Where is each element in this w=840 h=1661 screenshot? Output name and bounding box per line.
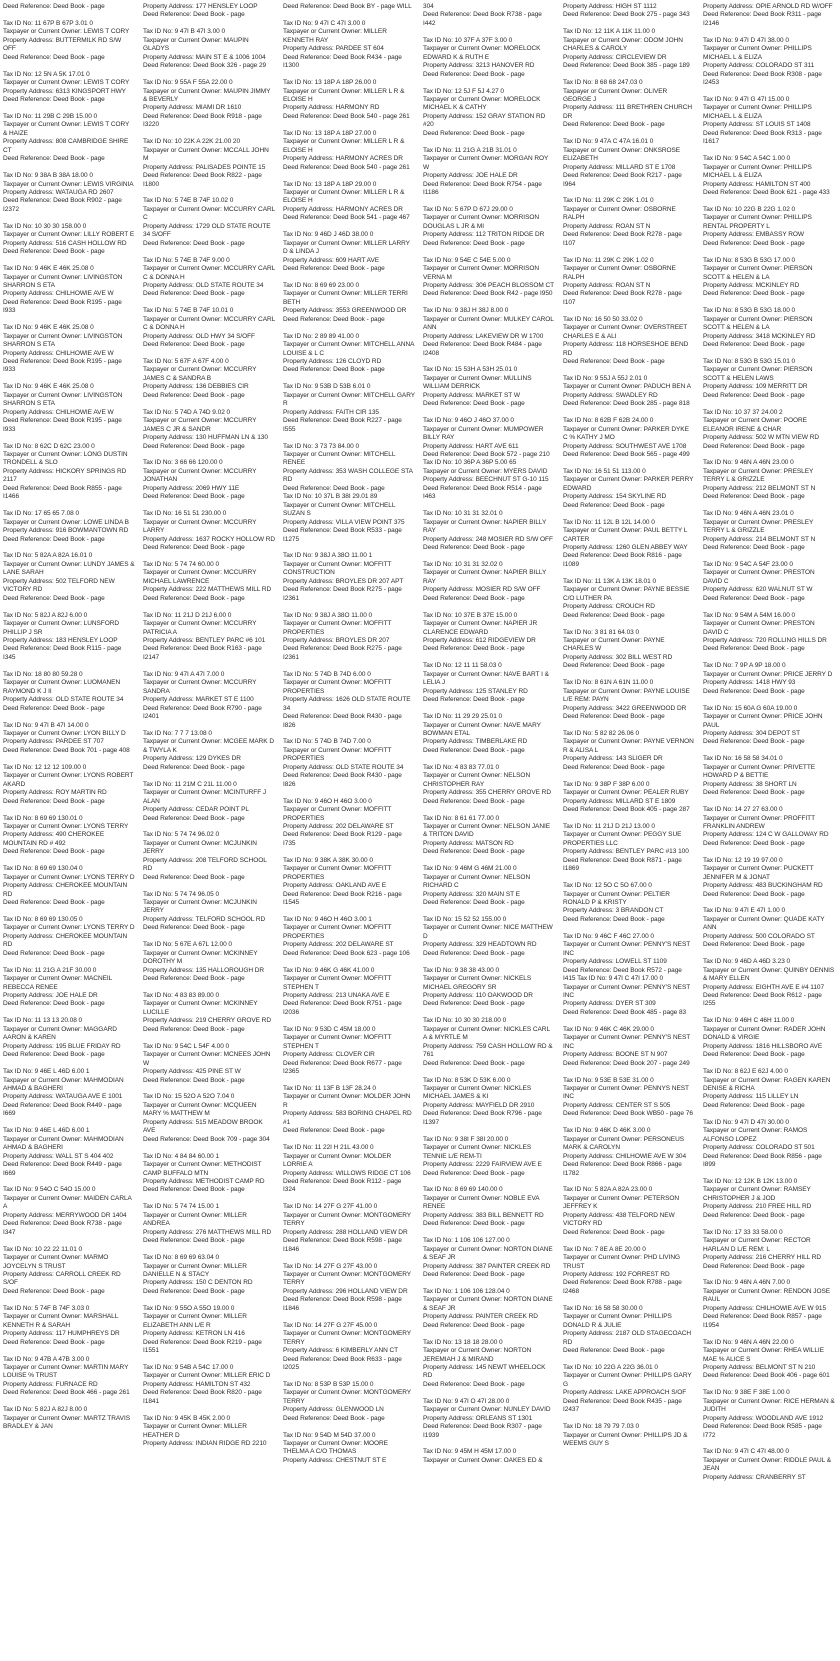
record-column-2: Property Address: 177 HENSLEY LOOP Deed Reference: Deed Book - page Tax ID No: 9 47I B 47I 3.00 0 Taxpayer or Current Owner: MAUPIN GLADYS Property Address: MAIN ST E & 1006 1004 Deed Reference: Deed Book 326 - page 29 Tax ID No: 9 55A F 55A 22.00 0 Taxpayer or Current Owner: MAUPIN JIMMY & BEVERLY Property Address: MIAMI DR 1610 Deed Reference: Deed Book R918 - page I3220 Tax ID No: 10 22K A 22K 21.00 20 Taxpayer or Current Owner: MCCALL JOHN M Property Address: PALISADES POINTE 15 Deed Reference: Deed Book R822 - page I1800 Tax ID No: 5 74E B 74F 10.02 0 Taxpayer or Current Owner: MCCURRY CARL C Property Address: 1729 OLD STATE ROUTE 34 S/OFF Deed Reference: Deed Book - page Tax ID No: 5 74E B 74F 9.00 0 Taxpayer or Current Owner: MCCURRY CARL C & DONNA H Property Address: OLD STATE ROUTE 34 Deed Reference: Deed Book - page Tax ID No: 5 74E B 74F 10.01 0 Taxpayer or Current Owner: MCCURRY CARL C & DONNA H Property Address: OLD HWY 34 S/OFF Deed Reference: Deed Book - page Tax ID No: 5 67F A 67F 4.00 0 Taxpayer or Current Owner: MCCURRY JAMES C & SANDRA B Property Address: 136 DEBBIES CIR Deed Reference: Deed Book - page Tax ID No: 5 74D A 74D 9.02 0 Taxpayer or Current Owner: MCCURRY JAMES C JR & SANDR Property Address: 130 HUFFMAN LN & 130 Deed Reference: Deed Book - page Tax ID No: 3 66 66 120.00 0 Taxpayer or Current Owner: MCCURRY JONATHAN Property Address: 2069 HWY 11E Deed Reference: Deed Book - page Tax ID No: 16 51 51 230.00 0 Taxpayer or Current Owner: MCCURRY LARRY Property Address: 1637 ROCKY HOLLOW RD Deed Reference: Deed Book - page Tax ID No: 5 74 74 60.00 0 Taxpayer or Current Owner: MCCURRY MICHAEL LAWRENCE Property Address: 222 MATTHEWS MILL RD Deed Reference: Deed Book - page Tax ID No: 11 21J D 21J 6.00 0 Taxpayer or Current Owner: MCCURRY PATRICIA A Property Address: BENTLEY PARC #6 101 Deed Reference: Deed Book R163 - page I2147 Tax ID No: 9 47I A 47I 7.00 0 Taxpayer or Current Owner: MCCURRY SANDRA Property Address: MARKET ST E 1100 Deed Reference: Deed Book R790 - page I2401 Tax ID No: 7 7 7 13.08 0 Taxpayer or Current Owner: MCGEE MARK D & TWYLA K Property Address: 129 DYKES DR Deed Reference: Deed Book - page Tax ID No: 11 21M C 21L 11.00 0 Taxpayer or Current Owner: MCINTURFF J ALAN Property Address: CEDAR POINT PL Deed Reference: Deed Book - page Tax ID No: 5 74 74 96.02 0 Taxpayer or Current Owner: MCJUNKIN JERRY Property Address: 208 TELFORD SCHOOL RD Deed Reference: Deed Book - page Tax ID No: 5 74 74 96.05 0 Taxpayer or Current Owner: MCJUNKIN JERRY Property Address: TELFORD SCHOOL RD Deed Reference: Deed Book - page Tax ID No: 5 67E A 67L 12.00 0 Taxpayer or Current Owner: MCKINNEY DOROTHY M Property Address: 135 HALLOROUGH DR Deed Reference: Deed Book - page Tax ID No: 4 83 83 89.00 0 Taxpayer or Current Owner: MCKINNEY LUCILLE Property Address: 219 CHERRY GROVE RD Deed Reference: Deed Book - page Tax ID No: 9 54C L 54F 4.00 0 Taxpayer or Current Owner: MCNEES JOHN W Property Address: 425 PINE ST W Deed Reference: Deed Book - page Tax ID No: 15 52O A 52O 7.04 0 Taxpayer or Current Owner: MCQUEEN MARY % MATTHEW M Property Address: 515 MEADOW BROOK AVE Deed Reference: Deed Book 709 - page 304 Tax ID No: 4 84 84 60.00 1 Taxpayer or Current Owner: METHODIST CAMP BUFFALO MTN Property Address: METHODIST CAMP RD Deed Reference: Deed Book - page Tax ID No: 5 74 74 15.00 1 Taxpayer or Current Owner: MILLER ANDREA Property Address: 276 MATTHEWS MILL RD Deed Reference: Deed Book - page Tax ID No: 8 69 69 63.04 0 Taxpayer or Current Owner: MILLER DANIELLE N & STACY Property Address: 150 C DENTON RD Deed Reference: Deed Book - page Tax ID No: 9 55O A 55O 19.00 0 Taxpayer or Current Owner: MILLER ELIZABETH ANN L/E R Property Address: KETRON LN 416 Deed Reference: Deed Book R219 - page I1551 Tax ID No: 9 54B A 54C 17.00 0 Taxpayer or Current Owner: MILLER ERIC D Property Address: HAMILTON ST 432 Deed Reference: Deed Book R820 - page I1841 Tax ID No: 9 45K B 45K 2.00 0 Taxpayer or Current Owner: MILLER HEATHER D Property Address: INDIAN RIDGE RD 2210 [143,3,276,1448]
record-column-5: Property Address: HIGH ST 1112 Deed Reference: Deed Book 275 - page 343 Tax ID No: 12 11K A 11K 11.00 0 Taxpayer or Current Owner: ODOM JOHN CHARLES & CAROLY Property Address: CIRCLEVIEW DR Deed Reference: Deed Book 385 - page 189 Tax ID No: 8 68 68 247.03 0 Taxpayer or Current Owner: OLIVER GEORGE J Property Address: 111 BRETHREN CHURCH DR Deed Reference: Deed Book - page Tax ID No: 9 47A C 47A 16.01 0 Taxpayer or Current Owner: ONKSROSE ELIZABETH Property Address: MILLARD ST E 1708 Deed Reference: Deed Book R217 - page I964 Tax ID No: 11 29K C 29K 1.01 0 Taxpayer or Current Owner: OSBORNE RALPH Property Address: ROAN ST N Deed Reference: Deed Book R278 - page I107 Tax ID No: 11 29K C 29K 1.02 0 Taxpayer or Current Owner: OSBORNE RALPH Property Address: ROAN ST N Deed Reference: Deed Book R278 - page I107 Tax ID No: 16 50 50 33.02 0 Taxpayer or Current Owner: OVERSTREET CHARLES E & ALI Property Address: 118 HORSESHOE BEND RD Deed Reference: Deed Book - page Tax ID No: 9 55J A 55J 2.01 0 Taxpayer or Current Owner: PADUCH BEN A Property Address: SWADLEY RD Deed Reference: Deed Book 285 - page 818 Tax ID No: 8 62B F 62B 24.00 0 Taxpayer or Current Owner: PARKER DYKE C % KATHY J MO Property Address: SOUTHWEST AVE 1708 Deed Reference: Deed Book 565 - page 499 Tax ID No: 16 51 51 113.00 0 Taxpayer or Current Owner: PARKER PERRY EDWARD Property Address: 154 SKYLINE RD Deed Reference: Deed Book - page Tax ID No: 11 12L B 12L 14.00 0 Taxpayer or Current Owner: PAUL BETTY L CARTER Property Address: 1260 GLEN ABBEY WAY Deed Reference: Deed Book R816 - page I1089 Tax ID No: 11 13K A 13K 18.01 0 Taxpayer or Current Owner: PAYNE BESSIE C/O LUTHER PA Property Address: CROUCH RD Deed Reference: Deed Book - page Tax ID No: 3 81 81 64.03 0 Taxpayer or Current Owner: PAYNE CHARLES W Property Address: 302 BILL WEST RD Deed Reference: Deed Book - page Tax ID No: 8 61N A 61N 11.00 0 Taxpayer or Current Owner: PAYNE LOUISE L/E REM: PAYN Property Address: 3422 GREENWOOD DR Deed Reference: Deed Book - page Tax ID No: 5 82 82 26.06 0 Taxpayer or Current Owner: PAYNE VERNON R & ALISA L Property Address: 143 SLIGER DR Deed Reference: Deed Book - page Tax ID No: 9 38P F 38P 6.00 0 Taxpayer or Current Owner: PEALER RUBY Property Address: MILLARD ST E 1809 Deed Reference: Deed Book 405 - page 287 Tax ID No: 11 21J D 21J 13.00 0 Taxpayer or Current Owner: PEGGY SUE PROPERTIES LLC Property Address: BENTLEY PARC #13 100 Deed Reference: Deed Book R871 - page I1869 Tax ID No: 12 5O C 5O 67.00 0 Taxpayer or Current Owner: PELTIER RONALD P & KRISTY Property Address: 3 BRANDON CT Deed Reference: Deed Book - page Tax ID No: 9 46C F 46C 27.00 0 Taxpayer or Current Owner: PENNY'S NEST INC Property Address: LOWELL ST 1109 Deed Reference: Deed Book R572 - page I415 Tax ID No: 9 47I C 47I 17.00 0 Taxpayer or Current Owner: PENNY'S NEST INC Property Address: DYER ST 309 Deed Reference: Deed Book 485 - page 83 Tax ID No: 9 46K C 46K 29.00 0 Taxpayer or Current Owner: PENNY'S NEST INC Property Address: BOONE ST N 907 Deed Reference: Deed Book 207 - page 249 Tax ID No: 9 53E B 53E 31.00 0 Taxpayer or Current Owner: PENNYS NEST INC Property Address: CENTER ST S 505 Deed Reference: Deed Book WB50 - page 76 Tax ID No: 9 46K D 46K 3.00 0 Taxpayer or Current Owner: PERSONEUS MARK & CAROLYN Property Address: CHILHOWIE AVE W 304 Deed Reference: Deed Book R866 - page I1782 Tax ID No: 5 82A A 82A 23.00 0 Taxpayer or Current Owner: PETERSON JEFFREY K Property Address: 438 TELFORD NEW VICTORY RD Deed Reference: Deed Book - page Tax ID No: 7 8E A 8E 20.00 0 Taxpayer or Current Owner: PHD LIVING TRUST Property Address: 192 FORREST RD Deed Reference: Deed Book R788 - page I2468 Tax ID No: 16 58 58 30.00 0 Taxpayer or Current Owner: PHILLIPS DONALD R & JULIE Property Address: 2187 OLD STAGECOACH RD Deed Reference: Deed Book - page Tax ID No: 10 22G A 22G 36.01 0 Taxpayer or Current Owner: PHILLIPS GARY G Property Address: LAKE APPROACH S/OF Deed Reference: Deed Book R435 - page I2437 Tax ID No: 18 79 79 7.03 0 Taxpayer or Current Owner: PHILLIPS JD & WEEMS GUY S [563,3,694,1448]
record-column-6: Property Address: OPIE ARNOLD RD W/OFF Deed Reference: Deed Book R311 - page I2146 Tax ID No: 9 47I D 47I 38.00 0 Taxpayer or Current Owner: PHILLIPS MICHAEL L & ELIZA Property Address: COLORADO ST 311 Deed Reference: Deed Book R308 - page I2453 Tax ID No: 9 47I G 47I 15.00 0 Taxpayer or Current Owner: PHILLIPS MICHAEL L & ELIZA Property Address: ST LOUIS ST 1408 Deed Reference: Deed Book R313 - page I1617 Tax ID No: 9 54C A 54C 1.00 0 Taxpayer or Current Owner: PHILLIPS MICHAEL L & ELIZA Property Address: HAMILTON ST 400 Deed Reference: Deed Book 621 - page 433 Tax ID No: 10 22G B 22G 1.02 0 Taxpayer or Current Owner: PHILLIPS RENTAL PROPERTY L Property Address: EMBASSY ROW Deed Reference: Deed Book - page Tax ID No: 8 53G B 53G 17.00 0 Taxpayer or Current Owner: PIERSON SCOTT & HELEN & LA Property Address: MCKINLEY RD Deed Reference: Deed Book - page Tax ID No: 8 53G B 53G 18.00 0 Taxpayer or Current Owner: PIERSON SCOTT & HELEN & LA Property Address: 3418 MCKINLEY RD Deed Reference: Deed Book - page Tax ID No: 8 53G B 53G 15.01 0 Taxpayer or Current Owner: PIERSON SCOTT & HELEN LAWS Property Address: 109 MERRITT DR Deed Reference: Deed Book - page Tax ID No: 10 37 37 24.00 2 Taxpayer or Current Owner: POORE ELEANOR IRENE & CHAR Property Address: 502 W MTN VIEW RD Deed Reference: Deed Book - page Tax ID No: 9 46N A 46N 23.00 0 Taxpayer or Current Owner: PRESLEY TERRY L & GRIZZLE Property Address: 212 BELMONT ST N Deed Reference: Deed Book - page Tax ID No: 9 46N A 46N 23.01 0 Taxpayer or Current Owner: PRESLEY TERRY L & GRIZZLE Property Address: 214 BELMONT ST N Deed Reference: Deed Book - page Tax ID No: 9 54C A 54F 23.00 0 Taxpayer or Current Owner: PRESTON DAVID C Property Address: 620 WALNUT ST W Deed Reference: Deed Book - page Tax ID No: 9 54M A 54M 16.00 0 Taxpayer or Current Owner: PRESTON DAVID C Property Address: 720 ROLLING HILLS DR Deed Reference: Deed Book - page Tax ID No: 7 9P A 9P 18.00 0 Taxpayer or Current Owner: PRICE JERRY D Property Address: 1418 HWY 93 Deed Reference: Deed Book - page Tax ID No: 15 60A G 60A 19.00 0 Taxpayer or Current Owner: PRICE JOHN PAUL Property Address: 304 DEPOT ST Deed Reference: Deed Book - page Tax ID No: 16 58 58 34.01 0 Taxpayer or Current Owner: PRIVETTE HOWARD P & BETTIE Property Address: 38 SHORT LN Deed Reference: Deed Book - page Tax ID No: 14 27 27 63.00 0 Taxpayer or Current Owner: PROFFITT FRANKLIN ANDREW Property Address: 124 C W GALLOWAY RD Deed Reference: Deed Book - page Tax ID No: 12 19 19 97.00 0 Taxpayer or Current Owner: PUCKETT JENNIFER M & JONAT Property Address: 483 BUCKINGHAM RD Deed Reference: Deed Book - page Tax ID No: 9 47I E 47I 1.00 0 Taxpayer or Current Owner: QUADE KATY ANN Property Address: 500 COLORADO ST Deed Reference: Deed Book - page Tax ID No: 9 46D A 46D 3.23 0 Taxpayer or Current Owner: QUINBY DENNIS & MARY ELLEN Property Address: EIGHTH AVE E #4 1107 Deed Reference: Deed Book R612 - page I255 Tax ID No: 9 46H C 46H 11.00 0 Taxpayer or Current Owner: RADER JOHN DONALD & VIRGIE Property Address: 1816 HILLSBORO AVE Deed Reference: Deed Book - page Tax ID No: 8 62J E 62J 4.00 0 Taxpayer or Current Owner: RAGEN KAREN DENISE & RICHA Property Address: 115 LILLEY LN Deed Reference: Deed Book - page Tax ID No: 9 47I D 47I 30.00 0 Taxpayer or Current Owner: RAMOS ALFONSO LOPEZ Property Address: COLORADO ST 501 Deed Reference: Deed Book R856 - page I899 Tax ID No: 12 12K B 12K 13.00 0 Taxpayer or Current Owner: RAMSEY CHRISTOPHER J & JOD Property Address: 210 FREE HILL RD Deed Reference: Deed Book - page Tax ID No: 17 33 33 58.00 0 Taxpayer or Current Owner: RECTOR HARLAN D L/E REM: L Property Address: 216 CHERRY HILL RD Deed Reference: Deed Book - page Tax ID No: 9 46N A 46N 7.00 0 Taxpayer or Current Owner: RENDON JOSE RAUL Property Address: CHILHOWIE AVE W 915 Deed Reference: Deed Book R857 - page I1954 Tax ID No: 9 46N A 46N 22.00 0 Taxpayer or Current Owner: RHEA WILLIE MAE % ALICE S Property Address: BELMONT ST N 210 Deed Reference: Deed Book 406 - page 601 Tax ID No: 9 38E F 38E 1.00 0 Taxpayer or Current Owner: RICE HERMAN & JUDITH Property Address: WOODLAND AVE 1912 Deed Reference: Deed Book R585 - page I772 Tax ID No: 9 47I C 47I 48.00 0 Taxpayer or Current Owner: RIDDLE PAUL & JEAN Property Address: CRANBERRY ST [703,3,835,1481]
record-column-4: 304 Deed Reference: Deed Book R738 - page I442 Tax ID No: 10 37F A 37F 3.00 0 Taxpayer or Current Owner: MORELOCK EDWARD K & RUTH E Property Address: 3213 HANOVER RD Deed Reference: Deed Book - page Tax ID No: 12 5J F 5J 4.27 0 Taxpayer or Current Owner: MORELOCK MICHAEL K & CATHY Property Address: 152 GRAY STATION RD #20 Deed Reference: Deed Book - page Tax ID No: 11 21G A 21B 31.01 0 Taxpayer or Current Owner: MORGAN ROY W Property Address: JOE HALE DR Deed Reference: Deed Book R754 - page I1186 Tax ID No: 5 67P D 67J 29.00 0 Taxpayer or Current Owner: MORRISON DOUGLAS L JR & MI Property Address: 112 TRITON RIDGE DR Deed Reference: Deed Book - page Tax ID No: 9 54E C 54E 5.00 0 Taxpayer or Current Owner: MORRISON VERNA M Property Address: 306 PEACH BLOSSOM CT Deed Reference: Deed Book R42 - page I950 Tax ID No: 9 38J H 38J 8.00 0 Taxpayer or Current Owner: MULKEY CAROL ANN Property Address: LAKEVIEW DR W 1700 Deed Reference: Deed Book R484 - page I2408 Tax ID No: 15 53H A 53H 25.01 0 Taxpayer or Current Owner: MULLINS WILLIAM DERRICK Property Address: MARKET ST W Deed Reference: Deed Book - page Tax ID No: 9 46O J 46O 37.00 0 Taxpayer or Current Owner: MUMPOWER BILLY RAY Property Address: HART AVE 611 Deed Reference: Deed Book 572 - page 210 Tax ID No: 10 36P A 36P 5.00 65 Taxpayer or Current Owner: MYERS DAVID Property Address: BEECHNUT ST G-10 115 Deed Reference: Deed Book R514 - page I463 Tax ID No: 10 31 31 32.01 0 Taxpayer or Current Owner: NAPIER BILLY RAY Property Address: 248 MOSIER RD S/W OFF Deed Reference: Deed Book - page Tax ID No: 10 31 31 32.02 0 Taxpayer or Current Owner: NAPIER BILLY RAY Property Address: MOSIER RD S/W OFF Deed Reference: Deed Book - page Tax ID No: 10 37E B 37E 15.00 0 Taxpayer or Current Owner: NAPIER JR CLARENCE EDWARD Property Address: 612 RIDGEVIEW DR Deed Reference: Deed Book - page Tax ID No: 12 11 11 58.03 0 Taxpayer or Current Owner: NAVE BART I & LELIA J Property Address: 125 STANLEY RD Deed Reference: Deed Book - page Tax ID No: 11 29 29 25.01 0 Taxpayer or Current Owner: NAVE MARY BOWMAN ETAL Property Address: TIMBERLAKE RD Deed Reference: Deed Book - page Tax ID No: 4 83 83 77.01 0 Taxpayer or Current Owner: NELSON CHRISTOPHER RAY Property Address: 355 CHERRY GROVE RD Deed Reference: Deed Book - page Tax ID No: 8 61 61 77.00 0 Taxpayer or Current Owner: NELSON JANIE & TRITON DAVID Property Address: MATSON RD Deed Reference: Deed Book - page Tax ID No: 9 46M G 46M 21.00 0 Taxpayer or Current Owner: NELSON RICHARD C Property Address: 320 MAIN ST E Deed Reference: Deed Book - page Tax ID No: 15 52 52 155.00 0 Taxpayer or Current Owner: NICE MATTHEW D Property Address: 329 HEADTOWN RD Deed Reference: Deed Book - page Tax ID No: 9 38 38 43.00 0 Taxpayer or Current Owner: NICKELS MICHAEL GREGORY SR Property Address: 110 OAKWOOD DR Deed Reference: Deed Book - page Tax ID No: 10 30 30 218.00 0 Taxpayer or Current Owner: NICKLES CARL A & MYRTLE M Property Address: 759 CASH HOLLOW RD & 761 Deed Reference: Deed Book - page Tax ID No: 8 53K D 53K 6.00 0 Taxpayer or Current Owner: NICKLES MICHAEL JAMES & KI Property Address: MAYFIELD DR 2910 Deed Reference: Deed Book R796 - page I1397 Tax ID No: 9 38I F 38I 20.00 0 Taxpayer or Current Owner: NICKLES TENNIE L/E REM-TI Property Address: 2229 FAIRVIEW AVE E Deed Reference: Deed Book - page Tax ID No: 8 69 69 140.00 0 Taxpayer or Current Owner: NOBLE EVA RENEE Property Address: 383 BILL BENNETT RD Deed Reference: Deed Book - page Tax ID No: 1 106 106 127.00 0 Taxpayer or Current Owner: NORTON DIANE & SEAF JR Property Address: 387 PAINTER CREEK RD Deed Reference: Deed Book - page Tax ID No: 1 106 106 128.04 0 Taxpayer or Current Owner: NORTON DIANE & SEAF JR Property Address: PAINTER CREEK RD Deed Reference: Deed Book - page Tax ID No: 13 18 18 28.00 0 Taxpayer or Current Owner: NORTON JEREMIAH J & MIRAND Property Address: 145 NEWT WHEELOCK RD Deed Reference: Deed Book - page Tax ID No: 9 47I O 47I 28.00 0 Taxpayer or Current Owner: NUNLEY DAVID Property Address: ORLEANS ST 1301 Deed Reference: Deed Book R307 - page I1939 Tax ID No: 9 45M H 45M 17.00 0 Taxpayer or Current Owner: OAKES ED & [423,3,555,1464]
record-column-1: Deed Reference: Deed Book - page Tax ID No: 11 67P B 67P 3.01 0 Taxpayer or Current Owner: LEWIS T CORY Property Address: BUTTERMILK RD S/W OFF Deed Reference: Deed Book - page Tax ID No: 12 5N A 5K 17.01 0 Taxpayer or Current Owner: LEWIS T CORY Property Address: 6313 KINGSPORT HWY Deed Reference: Deed Book - page Tax ID No: 11 29B C 29B 15.00 0 Taxpayer or Current Owner: LEWIS T CORY & HAIZE Property Address: 808 CAMBRIDGE SHIRE CT Deed Reference: Deed Book - page Tax ID No: 9 38A B 38A 18.00 0 Taxpayer or Current Owner: LEWIS VIRGINIA Property Address: WATAUGA RD 2607 Deed Reference: Deed Book R902 - page I2372 Tax ID No: 10 30 30 158.00 0 Taxpayer or Current Owner: LILLY ROBERT E Property Address: 516 CASH HOLLOW RD Deed Reference: Deed Book - page Tax ID No: 9 46K E 46K 25.08 0 Taxpayer or Current Owner: LIVINGSTON SHARRON S ETA Property Address: CHILHOWIE AVE W Deed Reference: Deed Book R195 - page I933 Tax ID No: 9 46K E 46K 25.08 0 Taxpayer or Current Owner: LIVINGSTON SHARRON S ETA Property Address: CHILHOWIE AVE W Deed Reference: Deed Book R195 - page I933 Tax ID No: 9 46K E 46K 25.08 0 Taxpayer or Current Owner: LIVINGSTON SHARRON S ETA Property Address: CHILHOWIE AVE W Deed Reference: Deed Book R195 - page I933 Tax ID No: 8 62C D 62C 23.00 0 Taxpayer or Current Owner: LONG DUSTIN TRONDELL & SLO Property Address: HICKORY SPRINGS RD 2117 Deed Reference: Deed Book R855 - page I1466 Tax ID No: 17 65 65 7.08 0 Taxpayer or Current Owner: LOWE LINDA B Property Address: 916 BOWMANTOWN RD Deed Reference: Deed Book - page Tax ID No: 5 82A A 82A 16.01 0 Taxpayer or Current Owner: LUNDY JAMES & LANE SARAH Property Address: 502 TELFORD NEW VICTORY RD Deed Reference: Deed Book - page Tax ID No: 5 82J A 82J 6.00 0 Taxpayer or Current Owner: LUNSFORD PHILLIP J SR Property Address: 183 HENSLEY LOOP Deed Reference: Deed Book R115 - page I345 Tax ID No: 18 80 80 59.28 0 Taxpayer or Current Owner: LUOMANEN RAYMOND K J II Property Address: OLD STATE ROUTE 34 Deed Reference: Deed Book - page Tax ID No: 9 47I B 47I 14.00 0 Taxpayer or Current Owner: LYON BILLY D Property Address: PARDEE ST 707 Deed Reference: Deed Book 701 - page 408 Tax ID No: 12 12 12 109.00 0 Taxpayer or Current Owner: LYONS ROBERT AKARD Property Address: ROY MARTIN RD Deed Reference: Deed Book - page Tax ID No: 8 69 69 130.01 0 Taxpayer or Current Owner: LYONS TERRY Property Address: 490 CHEROKEE MOUNTAIN RD # 492 Deed Reference: Deed Book - page Tax ID No: 8 69 69 130.04 0 Taxpayer or Current Owner: LYONS TERRY D Property Address: CHEROKEE MOUNTAIN RD Deed Reference: Deed Book - page Tax ID No: 8 69 69 130.05 0 Taxpayer or Current Owner: LYONS TERRY D Property Address: CHEROKEE MOUNTAIN RD Deed Reference: Deed Book - page Tax ID No: 11 21G A 21F 30.00 0 Taxpayer or Current Owner: MACNEIL REBECCA RENEE Property Address: JOE HALE DR Deed Reference: Deed Book - page Tax ID No: 11 13 13 20.08 0 Taxpayer or Current Owner: MAGGARD AARON & KAREN Property Address: 195 BLUE FRIDAY RD Deed Reference: Deed Book - page Tax ID No: 9 46E L 46D 6.00 1 Taxpayer or Current Owner: MAHMODIAN AHMAD & BAGHERI Property Address: WATAUGA AVE E 1001 Deed Reference: Deed Book R449 - page I669 Tax ID No: 9 46E L 46D 6.00 1 Taxpayer or Current Owner: MAHMODIAN AHMAD & BAGHERI Property Address: WALL ST S 404 402 Deed Reference: Deed Book R449 - page I669 Tax ID No: 9 54O C 54O 15.00 0 Taxpayer or Current Owner: MAIDEN CARLA A Property Address: MERRYWOOD DR 1404 Deed Reference: Deed Book R738 - page I347 Tax ID No: 10 22 22 11.01 0 Taxpayer or Current Owner: MARMO JOYCELYN S TRUST Property Address: CARROLL CREEK RD S/OF Deed Reference: Deed Book - page Tax ID No: 5 74F B 74F 3.03 0 Taxpayer or Current Owner: MARSHALL KENNETH R & SARAH Property Address: 117 HUMPHREYS DR Deed Reference: Deed Book - page Tax ID No: 9 47B A 47B 3.00 0 Taxpayer or Current Owner: MARTIN MARY LOUISE % TRUST Property Address: FURNACE RD Deed Reference: Deed Book 466 - page 261 Tax ID No: 5 82J A 82J 8.00 0 Taxpayer or Current Owner: MARTZ TRAVIS BRADLEY & JAN [3,3,135,1431]
record-column-3: Deed Reference: Deed Book BY - page WILL Tax ID No: 9 47I C 47I 3.00 0 Taxpayer or Current Owner: MILLER KENNETH RAY Property Address: PARDEE ST 604 Deed Reference: Deed Book R434 - page I1300 Tax ID No: 13 18P A 18P 26.00 0 Taxpayer or Current Owner: MILLER L R & ELOISE H Property Address: HARMONY RD Deed Reference: Deed Book 540 - page 261 Tax ID No: 13 18P A 18P 27.00 0 Taxpayer or Current Owner: MILLER L R & ELOISE H Property Address: HARMONY ACRES DR Deed Reference: Deed Book 540 - page 261 Tax ID No: 13 18P A 18P 29.00 0 Taxpayer or Current Owner: MILLER L R & ELOISE H Property Address: HARMONY ACRES DR Deed Reference: Deed Book 541 - page 467 Tax ID No: 9 46D J 46D 38.00 0 Taxpayer or Current Owner: MILLER LARRY D & LINDA J Property Address: 609 HART AVE Deed Reference: Deed Book - page Tax ID No: 8 69 69 23.00 0 Taxpayer or Current Owner: MILLER TERRI BETH Property Address: 3553 GREENWOOD DR Deed Reference: Deed Book - page Tax ID No: 2 89 89 41.00 0 Taxpayer or Current Owner: MITCHELL ANNA LOUISE & L C Property Address: 126 CLOYD RD Deed Reference: Deed Book - page Tax ID No: 9 53B D 53B 6.01 0 Taxpayer or Current Owner: MITCHELL GARY R Property Address: FAITH CIR 135 Deed Reference: Deed Book R227 - page I555 Tax ID No: 3 73 73 84.00 0 Taxpayer or Current Owner: MITCHELL RENEE Property Address: 353 WASH COLLEGE STA RD Deed Reference: Deed Book - page Tax ID No: 10 37L B 38I 29.01 89 Taxpayer or Current Owner: MITCHELL SUZAN S Property Address: VILLA VIEW POINT 375 Deed Reference: Deed Book R533 - page I1275 Tax ID No: 9 38J A 38O 11.00 1 Taxpayer or Current Owner: MOFFITT CONSTRUCTION Property Address: BROYLES DR 207 APT Deed Reference: Deed Book R275 - page I2361 Tax ID No: 9 38J A 38O 11.00 0 Taxpayer or Current Owner: MOFFITT PROPERTIES Property Address: BROYLES DR 207 Deed Reference: Deed Book R275 - page I2361 Tax ID No: 5 74D B 74D 6.00 0 Taxpayer or Current Owner: MOFFITT PROPERTIES Property Address: 1626 OLD STATE ROUTE 34 Deed Reference: Deed Book R430 - page I826 Tax ID No: 5 74D B 74D 7.00 0 Taxpayer or Current Owner: MOFFITT PROPERTIES Property Address: OLD STATE ROUTE 34 Deed Reference: Deed Book R430 - page I826 Tax ID No: 9 46O H 46O 3.00 0 Taxpayer or Current Owner: MOFFITT PROPERTIES Property Address: 202 DELAWARE ST Deed Reference: Deed Book R129 - page I735 Tax ID No: 9 38K A 38K 30.00 0 Taxpayer or Current Owner: MOFFITT PROPERTIES Property Address: OAKLAND AVE E Deed Reference: Deed Book R216 - page I1545 Tax ID No: 9 46O H 46O 3.00 1 Taxpayer or Current Owner: MOFFITT PROPERTIES Property Address: 202 DELAWARE ST Deed Reference: Deed Book 623 - page 106 Tax ID No: 9 46K G 46K 41.00 0 Taxpayer or Current Owner: MOFFITT STEPHEN T Property Address: 213 UNAKA AVE E Deed Reference: Deed Book R751 - page I2036 Tax ID No: 9 53D C 45M 18.00 0 Taxpayer or Current Owner: MOFFITT STEPHEN T Property Address: CLOVER CIR Deed Reference: Deed Book R677 - page I2365 Tax ID No: 11 13F B 13F 28.24 0 Taxpayer or Current Owner: MOLDER JOHN R Property Address: 583 BORING CHAPEL RD #1 Deed Reference: Deed Book - page Tax ID No: 11 22I H 21L 43.00 0 Taxpayer or Current Owner: MOLDER LORRIE A Property Address: WILLOWS RIDGE CT 106 Deed Reference: Deed Book R112 - page I324 Tax ID No: 14 27F G 27F 41.00 0 Taxpayer or Current Owner: MONTGOMERY TERRY Property Address: 288 HOLLAND VIEW DR Deed Reference: Deed Book R598 - page I1846 Tax ID No: 14 27F G 27F 43.00 0 Taxpayer or Current Owner: MONTGOMERY TERRY Property Address: 296 HOLLAND VIEW DR Deed Reference: Deed Book R598 - page I1846 Tax ID No: 14 27F G 27F 45.00 0 Taxpayer or Current Owner: MONTGOMERY TERRY Property Address: 6 KIMBERLY ANN CT Deed Reference: Deed Book R633 - page I2025 Tax ID No: 8 53P B 53P 15.00 0 Taxpayer or Current Owner: MONTGOMERY TERRY Property Address: GLENWOOD LN Deed Reference: Deed Book - page Tax ID No: 9 54D M 54D 37.00 0 Taxpayer or Current Owner: MOORE THELMA A C/O THOMAS Property Address: CHESTNUT ST E [283,3,415,1464]
